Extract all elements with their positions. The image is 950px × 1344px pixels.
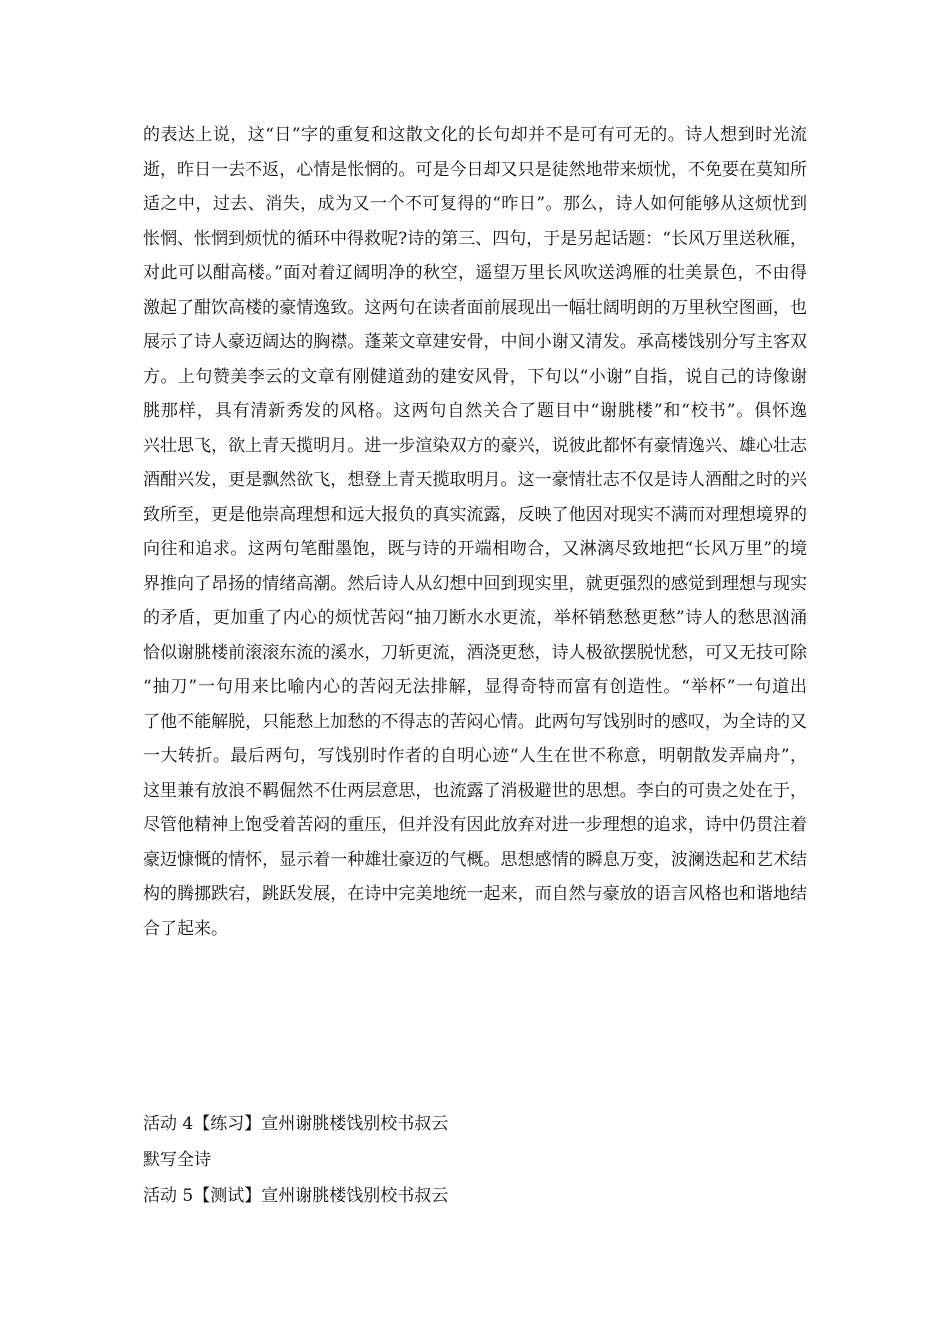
analysis-paragraph [143,118,807,946]
activity-5-heading: 活动 5【测试】宣州谢朓楼饯别校书叔云 [143,1186,449,1206]
paragraph-line: 界推向了昂扬的情绪高潮。然后诗人从幻想中回到现实里，就更强烈的感觉到理想与现实 [143,573,807,594]
dictation-instruction: 默写全诗 [143,1150,211,1170]
paragraph-line: “抽刀”一句用来比喻内心的苦闷无法排解，显得奇特而富有创造性。“举杯”一句道出 [143,677,807,697]
activity-section [143,1106,807,1214]
activity-4-heading: 活动 4【练习】宣州谢朓楼饯别校书叔云 [143,1114,449,1134]
paragraph-line: 对此可以酣高楼。”面对着辽阔明净的秋空，遥望万里长风吹送鸿雁的壮美景色，不由得 [143,263,807,283]
paragraph-line: 酒酣兴发，更是飘然欲飞，想登上青天揽取明月。这一豪情壮志不仅是诗人酒酣之时的兴 [143,470,807,490]
paragraph-line: 致所至，更是他崇高理想和远大报负的真实流露，反映了他因对现实不满而对理想境界的 [143,504,807,525]
paragraph-line: 兴壮思飞，欲上青天揽明月。进一步渲染双方的豪兴，说彼此都怀有豪情逸兴、雄心壮志 [143,435,807,456]
paragraph-line: 一大转折。最后两句，写饯别时作者的自明心迹“人生在世不称意，明朝散发弄扁舟”， [143,746,807,766]
paragraph-line: 向往和追求。这两句笔酣墨饱，既与诗的开端相吻合，又淋漓尽致地把“长风万里”的境 [143,539,807,559]
paragraph-line: 了他不能解脱，只能愁上加愁的不得志的苦闷心情。此两句写饯别时的感叹，为全诗的又 [143,711,807,732]
paragraph-line: 的矛盾，更加重了内心的烦忧苦闷“抽刀断水水更流，举杯销愁愁更愁”诗人的愁思汹涌 [143,608,807,628]
paragraph-line: 恰似谢朓楼前滚滚东流的溪水，刀斩更流，酒浇更愁，诗人极欲摆脱忧愁，可又无技可除 [143,642,807,663]
paragraph-line: 逝，昨日一去不返，心情是怅惘的。可是今日却又只是徒然地带来烦忧，不免要在莫知所 [143,159,807,180]
paragraph-line: 展示了诗人豪迈阔达的胸襟。蓬莱文章建安骨，中间小谢又清发。承高楼饯别分写主客双 [143,332,807,352]
paragraph-line: 适之中，过去、消失，成为又一个不可复得的“昨日”。那么，诗人如何能够从这烦忧到 [143,194,807,214]
paragraph-line: 激起了酣饮高楼的豪情逸致。这两句在读者面前展现出一幅壮阔明朗的万里秋空图画，也 [143,297,807,318]
paragraph-line: 的表达上说，这“日”字的重复和这散文化的长句却并不是可有可无的。诗人想到时光流 [143,125,807,145]
paragraph-line: 合了起来。 [143,918,228,939]
paragraph-line: 构的腾挪跌宕，跳跃发展，在诗中完美地统一起来，而自然与豪放的语言风格也和谐地结 [143,884,807,904]
paragraph-line: 怅惘、怅惘到烦忧的循环中得救呢?诗的第三、四句，于是另起话题：“长风万里送秋雁， [143,228,807,249]
paragraph-line: 豪迈慷慨的情怀，显示着一种雄壮豪迈的气概。思想感情的瞬息万变，波澜迭起和艺术结 [143,849,807,870]
paragraph-line: 方。上句赞美李云的文章有刚健道劲的建安风骨，下句以“小谢”自指，说自己的诗像谢 [143,366,807,387]
paragraph-line: 这里兼有放浪不羁倔然不仕两层意思，也流露了消极避世的思想。李白的可贵之处在于， [143,780,807,801]
paragraph-line: 朓那样，具有清新秀发的风格。这两句自然关合了题目中“谢朓楼”和“校书”。俱怀逸 [143,401,807,421]
paragraph-line: 尽管他精神上饱受着苦闷的重压，但并没有因此放弃对进一步理想的追求，诗中仍贯注着 [143,815,807,835]
